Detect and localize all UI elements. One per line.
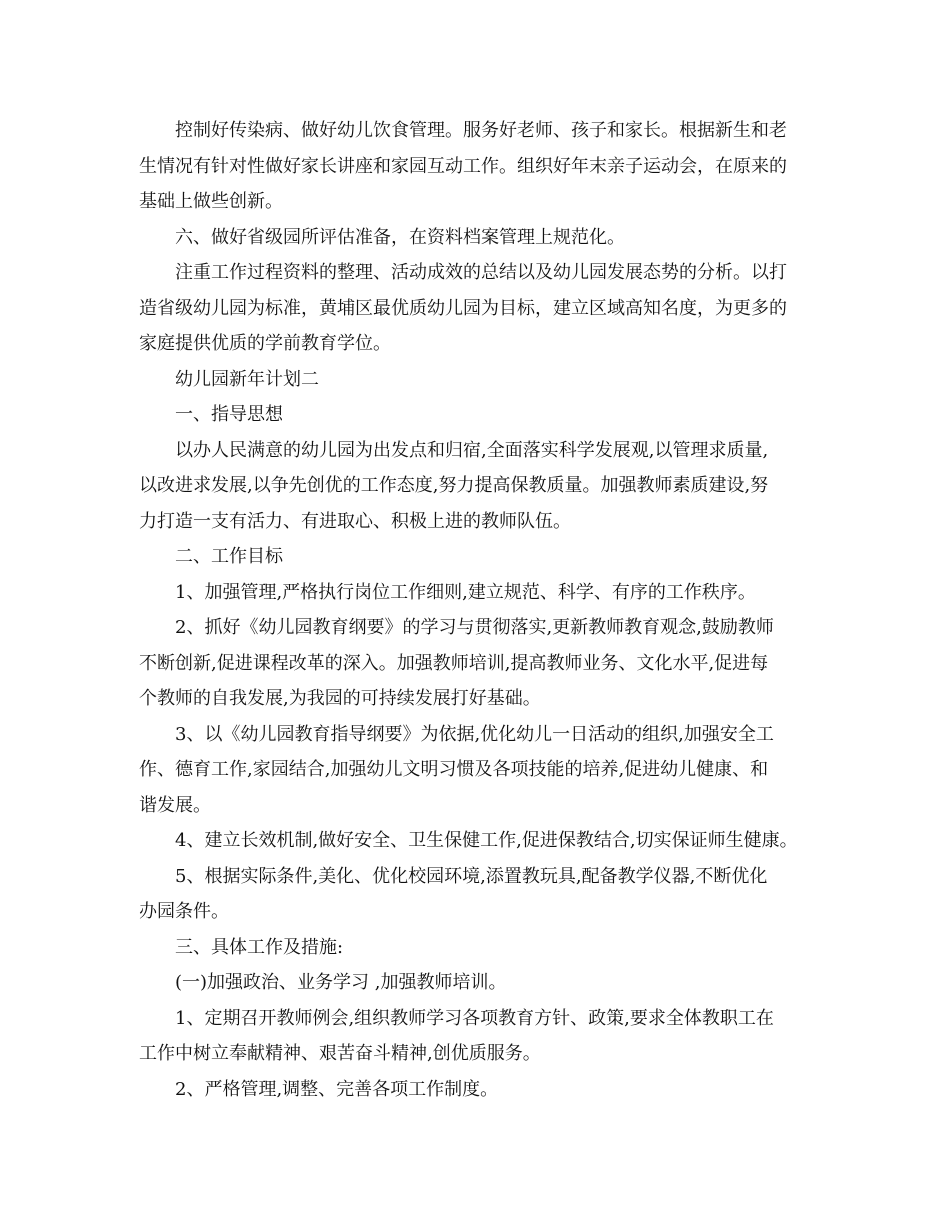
document-text-line: 造省级幼儿园为标准，黄埔区最优质幼儿园为目标，建立区域高知名度，为更多的 xyxy=(139,297,787,319)
document-text-line: 5、根据实际条件,美化、优化校园环境,添置教玩具,配备教学仪器,不断优化 xyxy=(175,865,768,887)
document-text-line: 不断创新,促进课程改革的深入。加强教师培训,提高教师业务、文化水平,促进每 xyxy=(139,652,769,674)
document-text-line: (一)加强政治、业务学习 ,加强教师培训。 xyxy=(175,972,507,993)
document-text-line: 二、工作目标 xyxy=(175,546,283,567)
document-text-line: 生情况有针对性做好家长讲座和家园互动工作。组织好年末亲子运动会，在原来的 xyxy=(139,155,787,177)
document-text-line: 办园条件。 xyxy=(139,901,229,922)
document-text-line: 3、以《幼儿园教育指导纲要》为依据,优化幼儿一日活动的组织,加强安全工 xyxy=(175,723,774,745)
document-text-line: 1、定期召开教师例会,组织教师学习各项教育方针、政策,要求全体教职工在 xyxy=(175,1007,774,1029)
document-text-line: 1、加强管理,严格执行岗位工作细则,建立规范、科学、有序的工作秩序。 xyxy=(175,581,756,603)
document-text-line: 工作中树立奉献精神、艰苦奋斗精神,创优质服务。 xyxy=(139,1043,541,1064)
document-text-line: 个教师的自我发展,为我园的可持续发展打好基础。 xyxy=(139,688,541,709)
document-text-line: 力打造一支有活力、有进取心、积极上进的教师队伍。 xyxy=(139,510,571,532)
document-text-line: 以改进求发展,以争先创优的工作态度,努力提高保教质量。加强教师素质建设,努 xyxy=(139,475,769,496)
document-text-line: 注重工作过程资料的整理、活动成效的总结以及幼儿园发展态势的分析。以打 xyxy=(175,262,787,283)
document-text-line: 2、严格管理,调整、完善各项工作制度。 xyxy=(175,1078,499,1100)
document-text-line: 幼儿园新年计划二 xyxy=(175,368,319,390)
document-text-line: 六、做好省级园所评估准备，在资料档案管理上规范化。 xyxy=(175,226,625,248)
document-text-line: 一、指导思想 xyxy=(175,404,283,425)
document-text-line: 4、建立长效机制,做好安全、卫生保健工作,促进保教结合,切实保证师生健康。 xyxy=(175,830,798,851)
document-text-line: 2、抓好《幼儿园教育纲要》的学习与贯彻落实,更新教师教育观念,鼓励教师 xyxy=(175,617,774,638)
document-text-line: 作、德育工作,家园结合,加强幼儿文明习惯及各项技能的培养,促进幼儿健康、和 xyxy=(139,759,769,780)
document-body xyxy=(139,113,829,1107)
document-text-line: 基础上做些创新。 xyxy=(139,191,283,212)
document-text-line: 三、具体工作及措施: xyxy=(175,936,344,958)
document-text-line: 控制好传染病、做好幼儿饮食管理。服务好老师、孩子和家长。根据新生和老 xyxy=(175,120,787,141)
document-text-line: 家庭提供优质的学前教育学位。 xyxy=(139,333,391,354)
document-text-line: 谐发展。 xyxy=(139,794,211,816)
document-text-line: 以办人民满意的幼儿园为出发点和归宿,全面落实科学发展观,以管理求质量, xyxy=(175,439,769,461)
